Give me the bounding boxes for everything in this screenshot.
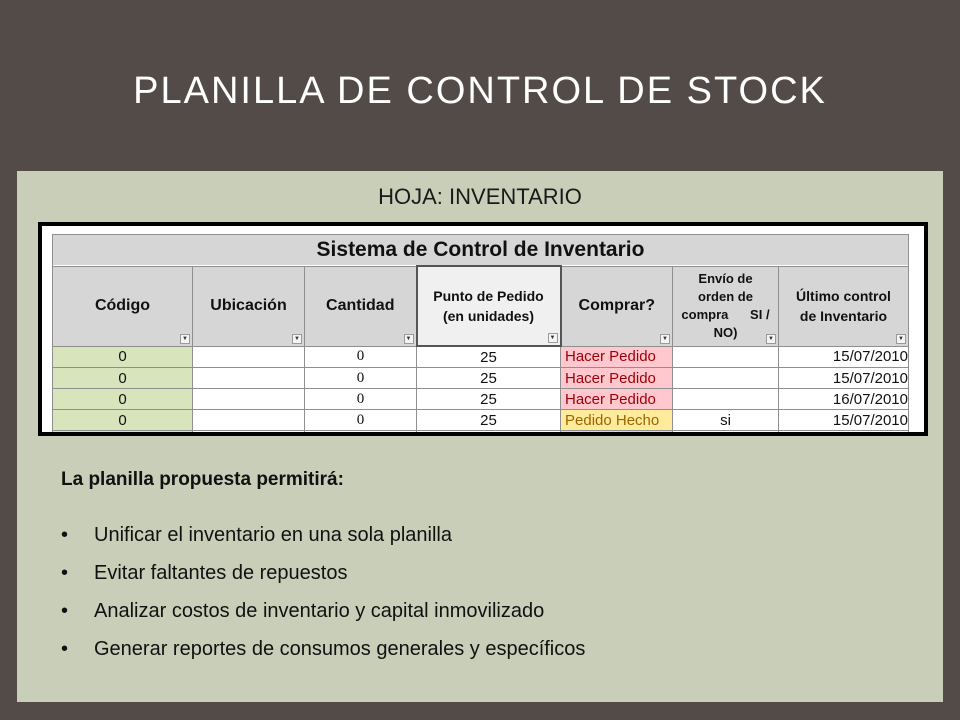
header-comprar xyxy=(561,266,673,346)
cell-envio[interactable]: si xyxy=(673,410,779,431)
cell-cantidad[interactable]: 0 xyxy=(305,346,417,368)
bullet-icon: • xyxy=(61,600,69,622)
cell-ubicacion[interactable] xyxy=(193,346,305,368)
cell-envio[interactable] xyxy=(673,368,779,389)
cell-ultimo-control[interactable]: 15/07/2010 xyxy=(779,346,909,368)
inventory-table xyxy=(52,234,909,432)
header-ubicacion-label: Ubicación xyxy=(210,297,287,314)
header-envio xyxy=(673,266,779,346)
list-item-text: Generar reportes de consumos generales y específicos xyxy=(94,638,586,660)
sheet-label: HOJA: INVENTARIO xyxy=(378,184,582,209)
list-item-text: Analizar costos de inventario y capital inmovilizado xyxy=(94,600,545,622)
cell-comprar[interactable]: Hacer Pedido xyxy=(561,368,673,389)
filter-dropdown-icon[interactable]: ▼ xyxy=(292,334,302,344)
list-item-text: Unificar el inventario en una sola planilla xyxy=(94,524,452,546)
list-item xyxy=(61,637,585,675)
cell-punto-pedido xyxy=(417,431,561,433)
cell-ubicacion xyxy=(193,431,305,433)
spreadsheet-canvas xyxy=(42,226,924,432)
cell-ultimo-control[interactable]: 15/07/2010 xyxy=(779,410,909,431)
slide-title: PLANILLA DE CONTROL DE STOCK xyxy=(133,70,827,112)
cell-ubicacion[interactable] xyxy=(193,368,305,389)
header-ultimo-line1: Último control xyxy=(796,288,891,304)
header-envio-line1: Envío de xyxy=(698,271,753,286)
filter-dropdown-icon[interactable]: ▼ xyxy=(180,334,190,344)
cell-cantidad xyxy=(305,431,417,433)
header-envio-line3: compra SI / xyxy=(681,307,770,322)
list-item-text: Evitar faltantes de repuestos xyxy=(94,562,348,584)
list-item xyxy=(61,561,585,599)
header-cantidad-label: Cantidad xyxy=(326,297,395,314)
filter-dropdown-icon[interactable]: ▼ xyxy=(404,334,414,344)
header-cantidad xyxy=(305,266,417,346)
cell-envio[interactable] xyxy=(673,346,779,368)
cell-comprar[interactable]: Hacer Pedido xyxy=(561,389,673,410)
header-punto-pedido-line2: (en unidades) xyxy=(442,308,534,324)
cell-cantidad[interactable]: 0 xyxy=(305,410,417,431)
header-envio-line4: NO) xyxy=(713,325,738,340)
content-panel xyxy=(17,171,943,702)
intro-text: La planilla propuesta permitirá: xyxy=(61,469,344,490)
benefits-list xyxy=(61,523,585,675)
header-ultimo-line2: de Inventario xyxy=(799,308,888,324)
bullet-icon: • xyxy=(61,562,69,584)
list-item xyxy=(61,599,585,637)
table-row xyxy=(53,346,909,368)
cell-cantidad[interactable]: 0 xyxy=(305,368,417,389)
table-row-partial xyxy=(53,431,909,433)
header-comprar-label: Comprar? xyxy=(578,297,655,314)
cell-codigo[interactable]: 0 xyxy=(53,368,193,389)
spreadsheet-screenshot xyxy=(38,222,928,436)
filter-dropdown-icon[interactable]: ▼ xyxy=(766,334,776,344)
cell-codigo[interactable]: 0 xyxy=(53,346,193,368)
header-punto-pedido xyxy=(417,266,561,346)
cell-ubicacion[interactable] xyxy=(193,389,305,410)
cell-ultimo-control xyxy=(779,431,909,433)
cell-envio xyxy=(673,431,779,433)
table-row xyxy=(53,389,909,410)
cell-punto-pedido[interactable]: 25 xyxy=(417,346,561,368)
bullet-icon: • xyxy=(61,638,69,660)
filter-dropdown-icon[interactable]: ▼ xyxy=(548,333,558,343)
filter-dropdown-icon[interactable]: ▼ xyxy=(660,334,670,344)
cell-punto-pedido[interactable]: 25 xyxy=(417,410,561,431)
cell-envio[interactable] xyxy=(673,389,779,410)
cell-ubicacion[interactable] xyxy=(193,410,305,431)
header-envio-line2: orden de xyxy=(698,289,753,304)
cell-punto-pedido[interactable]: 25 xyxy=(417,368,561,389)
cell-cantidad[interactable]: 0 xyxy=(305,389,417,410)
cell-ultimo-control[interactable]: 16/07/2010 xyxy=(779,389,909,410)
cell-comprar xyxy=(561,431,673,433)
cell-codigo[interactable]: 0 xyxy=(53,410,193,431)
cell-codigo xyxy=(53,431,193,433)
cell-codigo[interactable]: 0 xyxy=(53,389,193,410)
header-codigo-label: Código xyxy=(94,297,151,314)
header-ultimo-control xyxy=(779,266,909,346)
cell-ultimo-control[interactable]: 15/07/2010 xyxy=(779,368,909,389)
header-punto-pedido-line1: Punto de Pedido xyxy=(433,288,544,304)
cell-comprar[interactable]: Hacer Pedido xyxy=(561,346,673,368)
table-row xyxy=(53,368,909,389)
filter-dropdown-icon[interactable]: ▼ xyxy=(896,334,906,344)
table-row xyxy=(53,410,909,431)
header-ubicacion xyxy=(193,266,305,346)
bullet-icon: • xyxy=(61,524,69,546)
cell-comprar[interactable]: Pedido Hecho xyxy=(561,410,673,431)
list-item xyxy=(61,523,585,561)
header-codigo xyxy=(53,266,193,346)
table-title: Sistema de Control de Inventario xyxy=(53,235,909,267)
cell-punto-pedido[interactable]: 25 xyxy=(417,389,561,410)
